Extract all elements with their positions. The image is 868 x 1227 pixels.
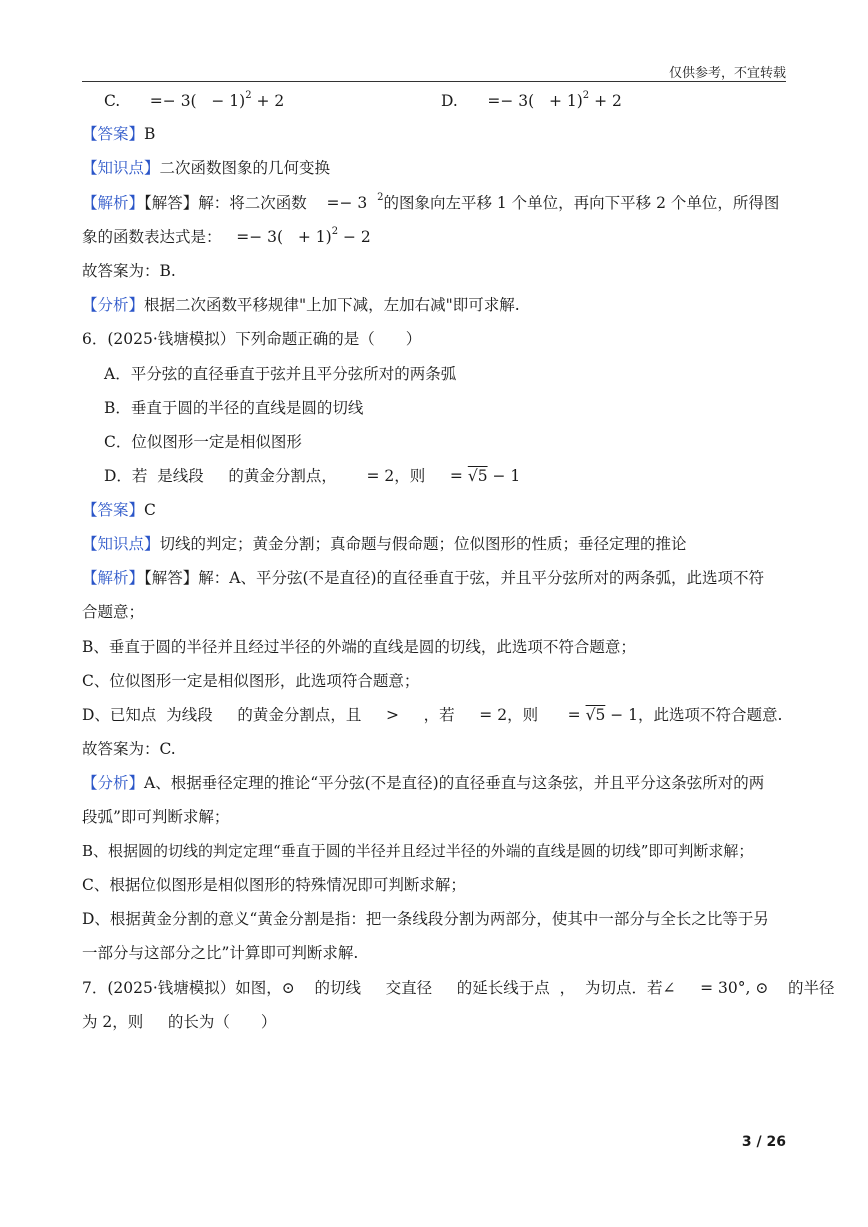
q6-fenxi-line: B、根据圆的切线的判定定理“垂直于圆的半径并且经过半径的外端的直线是圆的切线”即可判断求解； (82, 842, 754, 860)
answer-tag: 【答案】 (82, 125, 145, 143)
q6-stem: 6．(2025·钱塘模拟）下列命题正确的是（ ） (82, 330, 422, 348)
q6-conclusion: 故答案为：C. (82, 740, 176, 758)
fenxi-tag: 【分析】 (82, 296, 145, 314)
q6-analysis-line: C、位似图形一定是相似图形，此选项符合题意； (82, 672, 420, 690)
q6-analysis-line: B、垂直于圆的半径并且经过半径的外端的直线是圆的切线，此选项不符合题意； (82, 638, 636, 656)
q6-analysis-line (82, 704, 782, 726)
q6-fenxi-line: D、根据黄金分割的意义“黄金分割是指：把一条线段分割为两部分，使其中一部分与全长之比等于另 (82, 910, 769, 928)
q6-knowledge (82, 533, 687, 555)
analysis-text: − 1，此选项不符合题意. (605, 706, 783, 724)
page-number: 3 / 26 (741, 1134, 786, 1150)
sqrt-5: √5 (585, 706, 606, 724)
analysis-text: − 2 (338, 228, 371, 246)
analysis-text: 的图象向左平移 1 个单位，再向下平移 2 个单位，所得图 (383, 194, 780, 212)
sqrt-5: √5 (467, 467, 488, 485)
knowledge-tag: 【知识点】 (82, 159, 160, 177)
option-c-formula: =− 3( − 1) (149, 92, 246, 110)
q7-stem-line: 为 2，则 的长为（ ） (82, 1013, 277, 1031)
option-text: D．若 是线段 的黄金分割点， = 2，则 = (104, 467, 468, 485)
option-text: − 1 (487, 467, 521, 485)
option-d-label: D. (441, 92, 458, 110)
analysis-sup: 2 (377, 192, 384, 203)
knowledge-text: 二次函数图象的几何变换 (159, 159, 331, 177)
answer-value: B (144, 125, 156, 143)
option-c-label: C. (104, 92, 121, 110)
q5-analysis-line (82, 226, 371, 251)
analysis-text: 【解答】解：将二次函数 =− 3 (144, 194, 378, 212)
q5-analysis-line (82, 192, 779, 217)
knowledge-text: 切线的判定；黄金分割；真命题与假命题；位似图形的性质；垂径定理的推论 (159, 535, 687, 553)
q6-option-b: B．垂直于圆的半径的直线是圆的切线 (104, 399, 364, 417)
analysis-text: 象的函数表达式是： =− 3( + 1) (82, 228, 332, 246)
q6-option-c: C．位似图形一定是相似图形 (104, 433, 302, 451)
option-c-sup: 2 (245, 90, 252, 101)
option-c (104, 90, 284, 115)
header-note: 仅供参考，不宜转载 (668, 66, 786, 81)
fenxi-text: 根据二次函数平移规律"上加下减，左加右减"即可求解. (144, 296, 520, 314)
q5-answer (82, 123, 155, 145)
option-d (441, 90, 622, 115)
q6-option-a: A．平分弦的直径垂直于弦并且平分弦所对的两条弧 (104, 365, 457, 383)
fenxi-text: A、根据垂径定理的推论“平分弦(不是直径)的直径垂直与这条弦，并且平分这条弦所对的两 (144, 774, 765, 792)
q6-fenxi-line: 一部分与这部分之比”计算即可判断求解. (82, 944, 359, 962)
knowledge-tag: 【知识点】 (82, 535, 160, 553)
q5-conclusion: 故答案为：B. (82, 262, 176, 280)
q5-knowledge (82, 157, 330, 179)
answer-value: C (144, 501, 156, 519)
analysis-text: D、已知点 为线段 的黄金分割点，且 > ，若 = 2，则 = (82, 706, 586, 724)
q6-fenxi-line: 段弧”即可判断求解； (82, 808, 230, 826)
answer-tag: 【答案】 (82, 501, 145, 519)
q6-fenxi-line: C、根据位似图形是相似图形的特殊情况即可判断求解； (82, 876, 466, 894)
q6-analysis-line (82, 567, 764, 589)
analysis-tag: 【解析】 (82, 194, 145, 212)
analysis-text: 【解答】解：A、平分弦(不是直径)的直径垂直于弦，并且平分弦所对的两条弧，此选项不符 (144, 569, 765, 587)
header-rule (82, 81, 786, 82)
analysis-sup: 2 (331, 226, 339, 237)
analysis-tag: 【解析】 (82, 569, 145, 587)
option-d-formula: =− 3( + 1) (487, 92, 583, 110)
q7-stem-line: 7．(2025·钱塘模拟）如图，⊙ 的切线 交直径 的延长线于点 ， 为切点．若∠ = 30°, ⊙ 的半径 (82, 979, 835, 997)
option-d-tail: + 2 (589, 92, 622, 110)
q6-analysis-line: 合题意； (82, 603, 145, 621)
option-c-tail: + 2 (251, 92, 285, 110)
option-d-sup: 2 (582, 90, 590, 101)
q6-fenxi-line (82, 772, 764, 794)
q5-fenxi (82, 294, 520, 316)
q6-answer (82, 499, 156, 521)
q6-option-d (104, 465, 520, 487)
fenxi-tag: 【分析】 (82, 774, 145, 792)
